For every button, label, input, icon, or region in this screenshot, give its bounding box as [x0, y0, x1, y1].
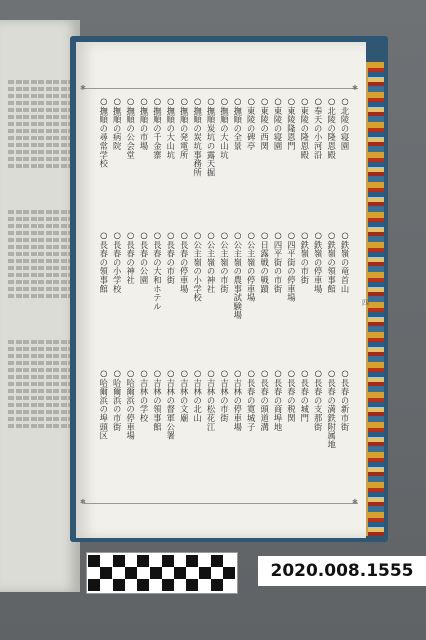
checker-square — [125, 555, 137, 567]
left-page-text-block — [53, 80, 59, 170]
toc-entry: ○撫順の大山坑 — [219, 96, 230, 160]
toc-entry: ○鉄嶺の竜首山 — [340, 230, 350, 294]
checker-square — [223, 567, 235, 579]
checker-square — [186, 579, 198, 591]
checker-square — [137, 555, 149, 567]
checker-square — [150, 555, 162, 567]
checker-square — [162, 579, 174, 591]
toc-entry: ○長春の神社 — [125, 230, 136, 285]
left-page-text-block — [53, 340, 59, 430]
toc-entry: ○四平街の市街 — [273, 230, 283, 294]
checker-square — [88, 579, 100, 591]
left-page-text-block — [8, 210, 14, 300]
toc-entry: ○吉林の督軍公署 — [165, 368, 176, 441]
toc-entry: ○吉林の領事館 — [152, 368, 163, 432]
corner-ornament-icon: ✱ — [80, 84, 86, 92]
toc-entry: ○鉄嶺の停車場 — [313, 230, 324, 294]
toc-entry: ○吉林の停車場 — [232, 368, 243, 432]
checker-square — [100, 579, 112, 591]
toc-entry: ○日露戦の戦蹟 — [259, 230, 270, 294]
left-page-text-block — [38, 340, 44, 430]
checker-square — [150, 567, 162, 579]
checker-square — [186, 567, 198, 579]
checker-square — [211, 579, 223, 591]
toc-entry: ○吉林の北山 — [192, 368, 203, 423]
toc-entry: ○東陵隆恩門 — [286, 96, 297, 151]
toc-entry: ○哈爾浜の市街 — [112, 368, 123, 432]
toc-entry: ○撫順の病院 — [112, 96, 123, 151]
corner-ornament-icon: ✱ — [80, 498, 86, 506]
left-page-text-block — [61, 80, 67, 170]
corner-ornament-icon: ✱ — [352, 498, 358, 506]
toc-entry: ○東陵の碑亭 — [246, 96, 257, 151]
toc-entry: ○長春の小学校 — [112, 230, 123, 294]
left-page-text-block — [16, 80, 22, 170]
left-page-text-block — [38, 210, 44, 300]
toc-entry: ○長春の大和ホテル — [152, 230, 163, 311]
toc-entry: ○長春の停車場 — [179, 230, 190, 294]
checker-square — [174, 579, 186, 591]
checker-square — [125, 567, 137, 579]
checker-square — [88, 555, 100, 567]
toc-entry: ○撫順炭坑の露天掘 — [206, 96, 216, 177]
toc-entry: ○東陵の隆恩殿 — [299, 96, 310, 160]
toc-entry: ○吉林の学校 — [139, 368, 149, 423]
toc-entry: ○四平街の停車場 — [286, 230, 297, 303]
checker-square — [150, 579, 162, 591]
left-page-text-block — [16, 210, 22, 300]
checker-square — [223, 579, 235, 591]
toc-entry: ○撫順の公会堂 — [125, 96, 136, 160]
toc-entry: ○長春の満鉄附属地 — [326, 368, 337, 449]
left-page-text-block — [61, 340, 67, 430]
toc-entry: ○公主嶺の市街 — [219, 230, 230, 294]
checker-square — [125, 579, 137, 591]
left-page-text-block — [46, 80, 52, 170]
checker-square — [162, 555, 174, 567]
toc-entry: ○公主嶺の農事試験場 — [232, 230, 243, 320]
checker-square — [174, 555, 186, 567]
left-page-text-block — [31, 80, 37, 170]
color-checker-card — [86, 552, 238, 594]
toc-entry: ○撫順の全景 — [232, 96, 243, 151]
toc-entry: ○公主嶺の停車場 — [246, 230, 257, 303]
checker-square — [211, 567, 223, 579]
left-page-text-block — [31, 210, 37, 300]
corner-ornament-icon: ✱ — [352, 84, 358, 92]
toc-entry: ○公主嶺の小学校 — [192, 230, 203, 303]
toc-entry: ○吉林の市街 — [219, 368, 230, 423]
checker-square — [113, 579, 125, 591]
checker-square — [137, 579, 149, 591]
toc-entry: ○北陵の寝園 — [340, 96, 350, 151]
left-page-text-block — [23, 80, 29, 170]
toc-entry: ○吉林の松花江 — [206, 368, 216, 432]
toc-entry: ○哈爾浜の埠頭区 — [98, 368, 109, 441]
toc-entry: ○吉林の文廟 — [179, 368, 190, 423]
toc-entry: ○公主嶺の神社 — [206, 230, 216, 294]
checker-square — [100, 555, 112, 567]
left-page-text-block — [8, 340, 14, 430]
toc-entry: ○東陵の西関 — [259, 96, 270, 151]
checker-square — [100, 567, 112, 579]
toc-entry: ○北陵の隆恩殿 — [326, 96, 337, 160]
accession-label: 2020.008.1555 — [258, 556, 426, 586]
left-page-text-block — [23, 340, 29, 430]
page-number: 四 — [362, 299, 369, 307]
left-page-text-block — [53, 210, 59, 300]
checker-square — [174, 567, 186, 579]
toc-entry: ○長春の寛城子 — [246, 368, 257, 432]
toc-entry: ○長春の市街 — [165, 230, 176, 285]
checker-square — [113, 555, 125, 567]
checker-square — [88, 567, 100, 579]
toc-entry: ○長春の城門 — [299, 368, 310, 423]
toc-entry: ○長春の商埠地 — [273, 368, 283, 432]
toc-entry: ○長春の領事館 — [98, 230, 109, 294]
checker-square — [113, 567, 125, 579]
toc-entry: ○奉天の小河沿 — [313, 96, 324, 160]
toc-entry: ○長春の公園 — [139, 230, 149, 285]
toc-entry: ○撫順の市場 — [139, 96, 149, 151]
checker-square — [186, 555, 198, 567]
left-facing-page — [0, 20, 80, 592]
left-page-text-block — [61, 210, 67, 300]
toc-entry: ○撫順の発電所 — [179, 96, 190, 160]
toc-entry: ○鉄嶺の市街 — [299, 230, 310, 285]
checker-square — [199, 579, 211, 591]
left-page-text-block — [8, 80, 14, 170]
toc-entry: ○長春の支那街 — [313, 368, 324, 432]
left-page-text-block — [46, 210, 52, 300]
checker-square — [137, 567, 149, 579]
left-page-text-block — [23, 210, 29, 300]
checker-square — [162, 567, 174, 579]
toc-entry: ○東陵の寝園 — [273, 96, 283, 151]
toc-entry: ○長春の新市街 — [340, 368, 350, 432]
checker-square — [199, 567, 211, 579]
toc-entry: ○撫順の尋常学校 — [98, 96, 109, 169]
left-page-text-block — [16, 340, 22, 430]
checker-square — [199, 555, 211, 567]
toc-entry: ○撫順の炭坑事務所 — [192, 96, 203, 177]
left-page-text-block — [31, 340, 37, 430]
toc-entry: ○撫順の千金寨 — [152, 96, 163, 160]
checker-square — [223, 555, 235, 567]
toc-entry: ○長春の頭道溝 — [259, 368, 270, 432]
left-page-text-block — [46, 340, 52, 430]
toc-entry: ○哈爾浜の停車場 — [125, 368, 136, 441]
toc-entry: ○鉄嶺の領事館 — [326, 230, 337, 294]
left-page-text-block — [38, 80, 44, 170]
checker-square — [211, 555, 223, 567]
toc-entry: ○撫順の大山坑 — [165, 96, 176, 160]
toc-entry: ○長春の税関 — [286, 368, 297, 423]
